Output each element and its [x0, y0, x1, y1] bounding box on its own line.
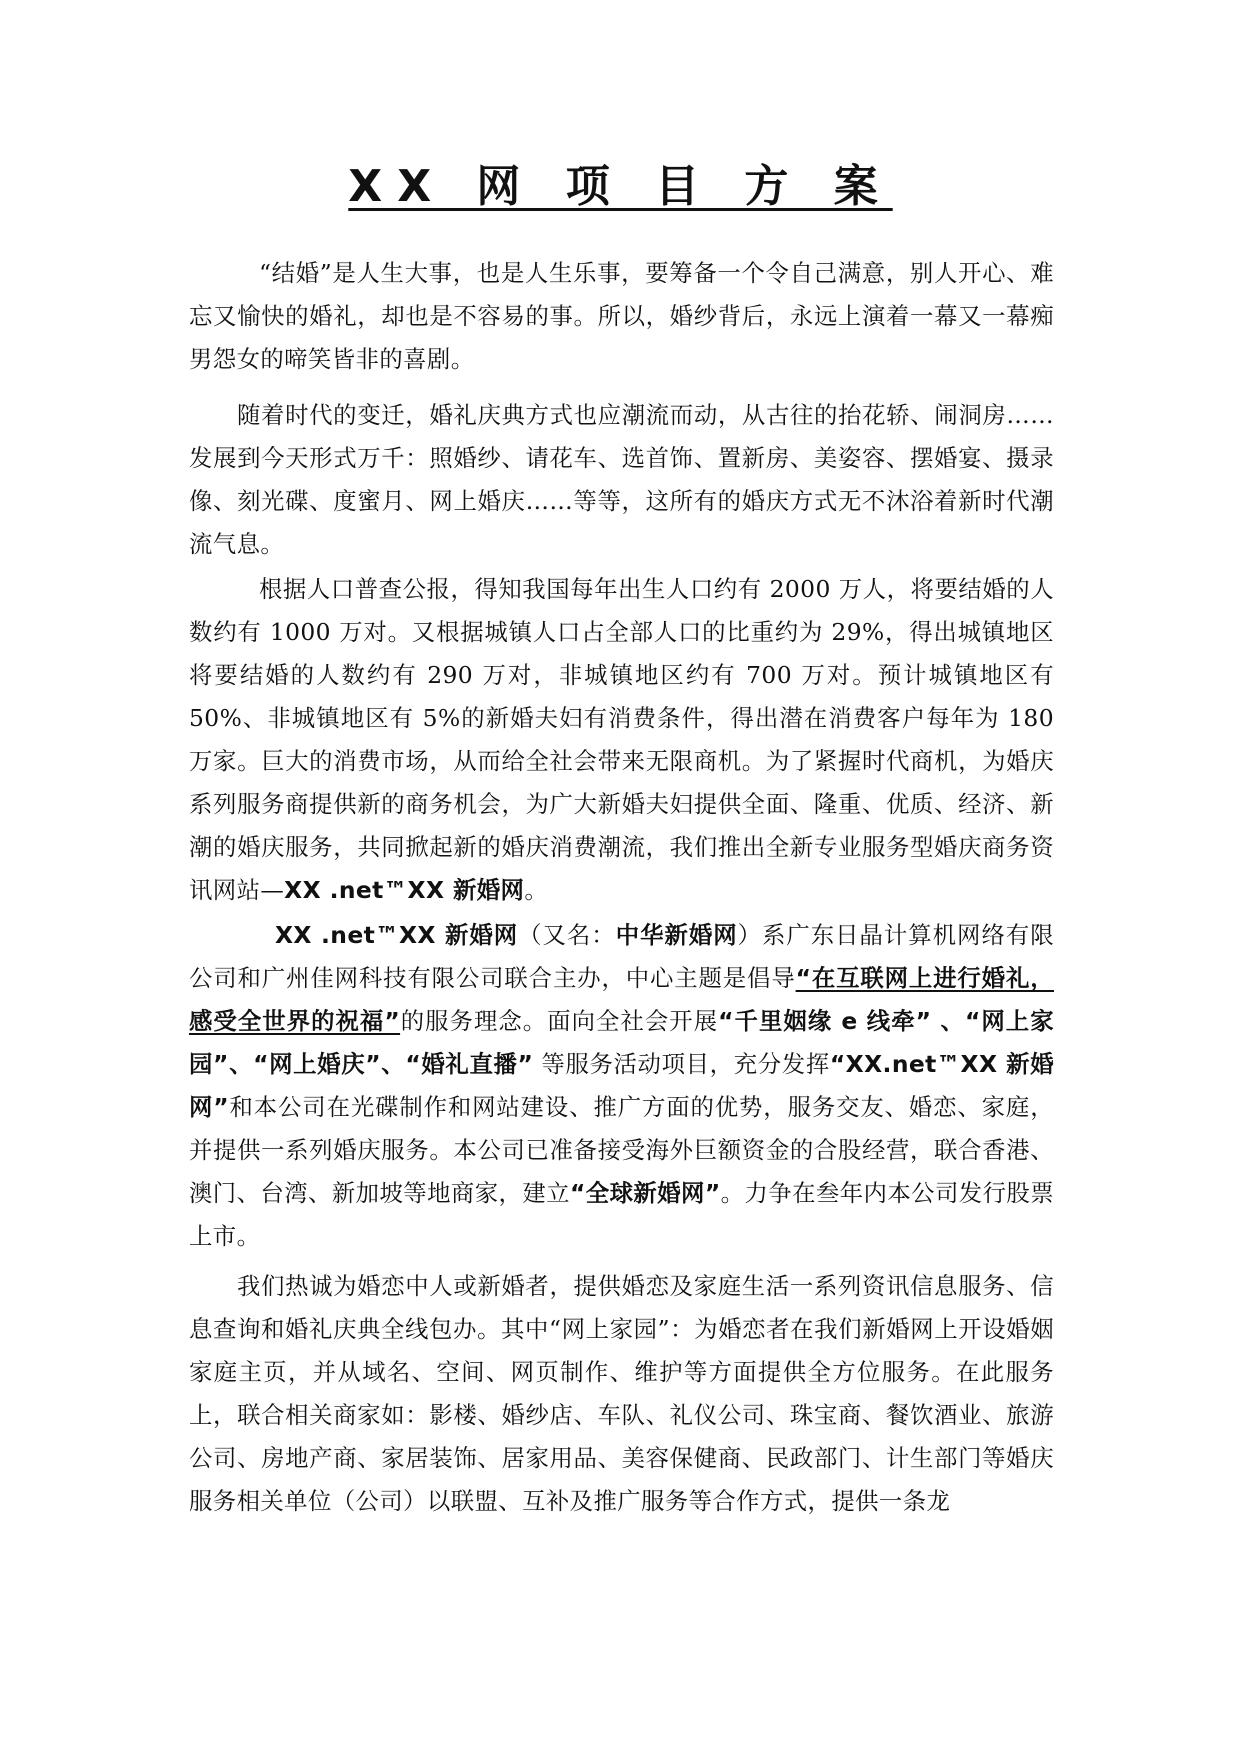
- paragraph-intro: “结婚”是人生大事，也是人生乐事，要筹备一个令自己满意，别人开心、难忘又愉快的婚礼，却也是不容易的事。所以，婚纱背后，永远上演着一幕又一幕痴男怨女的啼笑皆非的喜剧。: [189, 259, 1054, 373]
- global-network-name: “全球新婚网”: [570, 1179, 721, 1207]
- document-body: [189, 252, 1054, 1523]
- aka-prefix: （又名：: [518, 921, 616, 949]
- document-title: [0, 157, 1241, 217]
- document-title-text: XX 网 项 目 方 案: [348, 161, 893, 212]
- brand-name-bold: XX .net™XX 新婚网: [275, 921, 519, 949]
- company-text-1: ）系广东日晶计算机网络有限公司和广州佳网科技有限公司联合主办，中心主题是倡导: [189, 921, 1055, 992]
- company-text-5: 。力争在叁年内本公司发行股票上市。: [189, 1179, 1055, 1250]
- market-text: 根据人口普查公报，得知我国每年出生人口约有 2000 万人，将要结婚的人数约有 1000 万对。又根据城镇人口占全部人口的比重约为 29%，得出城镇地区将要结婚的人数约有 290 万对，非城镇地区约有 700 万对。预计城镇地区有 50%、非城镇地区有 5%的新婚夫妇有消费条件，得出潜在消费客户每年为 180 万家。巨大的消费市场，从而给全社会带来无限商机。为了紧握时代商机，为婚庆系列服务商提供新的商务机会，为广大新婚夫妇提供全面、隆重、优质、经济、新潮的婚庆服务，共同掀起新的婚庆消费潮流，我们推出全新专业服务型婚庆商务资讯网站—: [189, 575, 1054, 904]
- paragraph-services: 我们热诚为婚恋中人或新婚者，提供婚恋及家庭生活一系列资讯信息服务、信息查询和婚礼庆典全线包办。其中“网上家园”：为婚恋者在我们新婚网上开设婚姻家庭主页，并从域名、空间、网页制作、维护等方面提供全方位服务。在此服务上，联合相关商家如：影楼、婚纱店、车队、礼仪公司、珠宝商、餐饮酒业、旅游公司、房地产商、家居装饰、居家用品、美容保健商、民政部门、计生部门等婚庆服务相关单位（公司）以联盟、互补及推广服务等合作方式，提供一条龙: [189, 1272, 1054, 1515]
- brand-name-quoted: “XX.net™XX 新婚网”: [189, 1050, 1054, 1121]
- brand-name: XX .net™XX 新婚网: [284, 876, 525, 904]
- market-text-end: 。: [524, 876, 549, 904]
- company-text-2: 的服务理念。面向全社会开展: [400, 1007, 719, 1035]
- service-list: “千里姻缘 e 线牵” 、“网上家园”、“网上婚庆”、“婚礼直播”: [189, 1007, 1054, 1078]
- company-text-3: 等服务活动项目，充分发挥: [533, 1050, 830, 1078]
- paragraph-trends: 随着时代的变迁，婚礼庆典方式也应潮流而动，从古往的抬花轿、闹洞房……发展到今天形式万千：照婚纱、请花车、选首饰、置新房、美姿容、摆婚宴、摄录像、刻光碟、度蜜月、网上婚庆……等等，这所有的婚庆方式无不沐浴着新时代潮流气息。: [189, 401, 1054, 558]
- aka-name: 中华新婚网: [615, 921, 738, 949]
- slogan: “在互联网上进行婚礼，感受全世界的祝福”: [189, 964, 1054, 1035]
- paragraph-market: [189, 568, 1054, 912]
- paragraph-company: [189, 914, 1054, 1258]
- company-text-4: 和本公司在光碟制作和网站建设、推广方面的优势，服务交友、婚恋、家庭，并提供一系列婚庆服务。本公司已准备接受海外巨额资金的合股经营，联合香港、澳门、台湾、新加坡等地商家，建立: [189, 1093, 1054, 1207]
